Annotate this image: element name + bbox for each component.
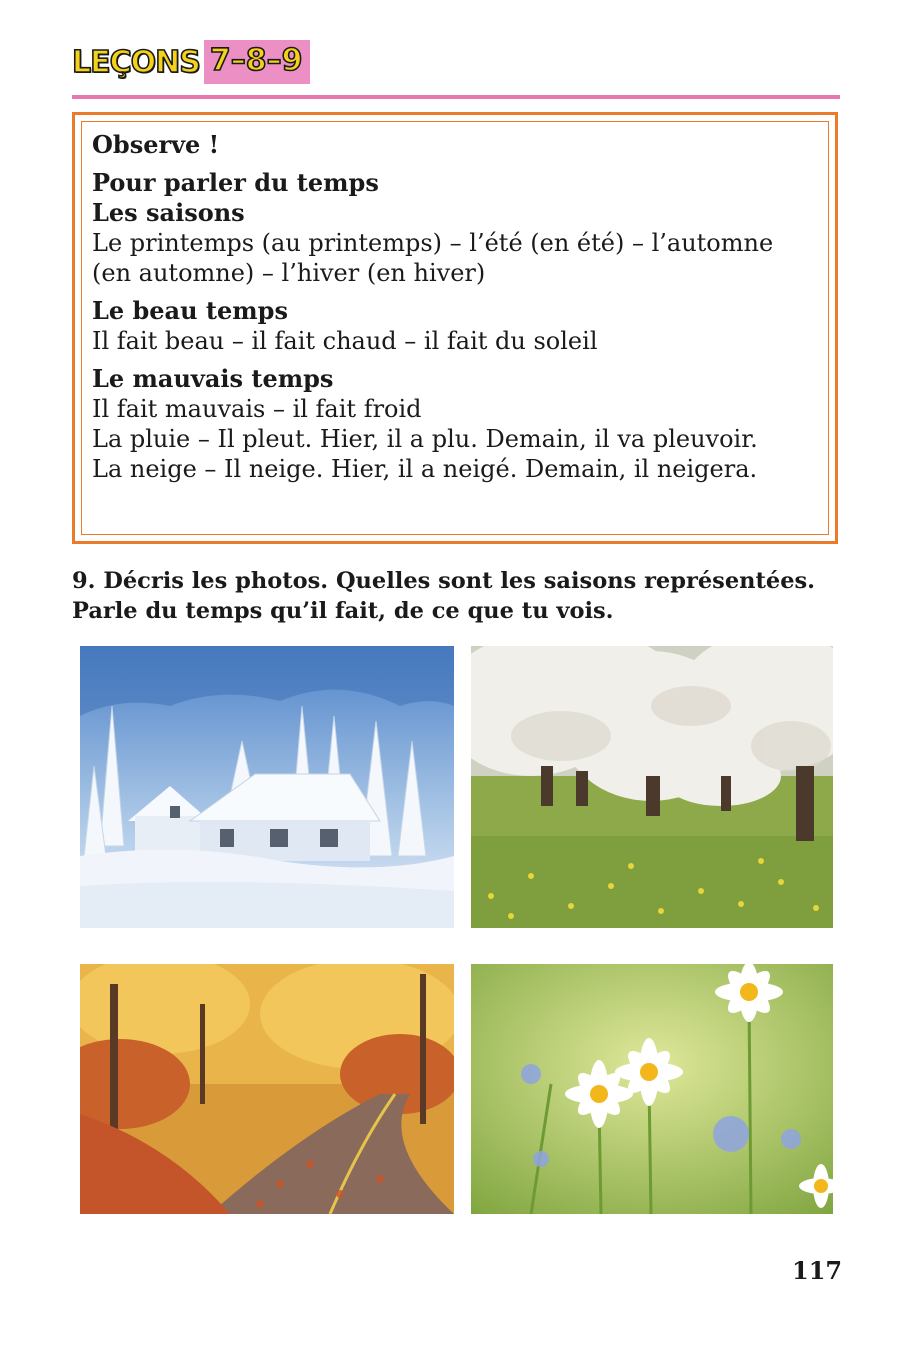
winter-snow-house-photo (80, 646, 454, 928)
bad-weather-line-1: Il fait mauvais – il fait froid (92, 395, 422, 423)
spring-blossom-trees-photo (471, 646, 833, 928)
header-divider (72, 95, 840, 99)
lecons-label: LEÇONS (72, 44, 200, 80)
observe-box (72, 112, 838, 544)
bad-weather-heading: Le mauvais temps (92, 364, 334, 393)
autumn-road-photo (80, 964, 454, 1214)
bad-weather-line-2: La pluie – Il pleut. Hier, il a plu. Demain, il va pleuvoir. (92, 425, 758, 453)
exercise-9 (72, 566, 852, 626)
lesson-header (72, 40, 310, 84)
page-number: 117 (792, 1256, 843, 1285)
exercise-line-2: Parle du temps qu’il fait, de ce que tu vois. (72, 598, 614, 624)
good-weather-line: Il fait beau – il fait chaud – il fait du soleil (92, 327, 598, 355)
seasons-heading: Les saisons (92, 198, 245, 227)
bad-weather-line-3: La neige – Il neige. Hier, il a neigé. Demain, il neigera. (92, 455, 758, 483)
weather-heading: Pour parler du temps (92, 168, 379, 197)
lecons-numbers-badge: 7–8–9 (204, 40, 311, 84)
seasons-line-1: Le printemps (au printemps) – l’été (en été) – l’automne (92, 229, 774, 257)
exercise-line-1: 9. Décris les photos. Quelles sont les saisons représentées. (72, 568, 816, 594)
good-weather-heading: Le beau temps (92, 296, 288, 325)
observe-heading: Observe ! (92, 130, 220, 159)
seasons-line-2: (en automne) – l’hiver (en hiver) (92, 259, 486, 287)
daisy-flowers-photo (471, 964, 833, 1214)
